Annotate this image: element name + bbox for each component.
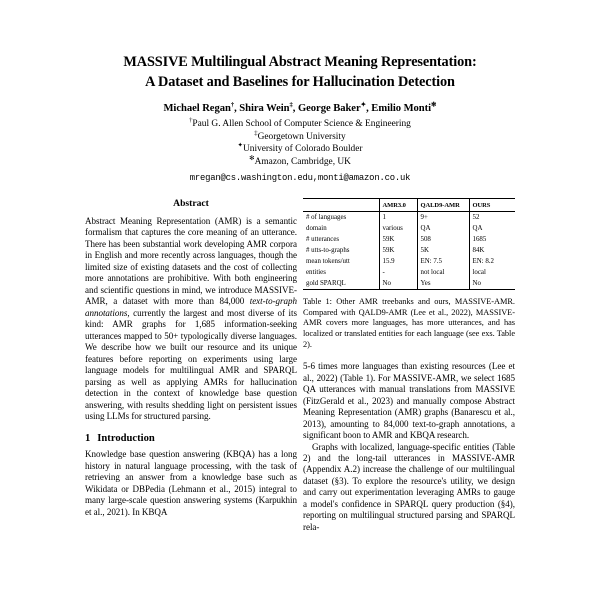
table-cell-ours: 84K: [469, 245, 515, 256]
abstract-heading: Abstract: [173, 198, 209, 209]
table-cell-amr30: 59K: [379, 245, 417, 256]
right-column-paragraph-1: 5-6 times more languages than existing resources (Lee et al., 2022) (Table 1). For MASSIVE-AMR, we select 1685 QA utterances with manual translations from MASSIVE (FitzGerald et al., 2023) and manually compose Abstract Meaning Representation (AMR) graphs (Banarescu et al., 2013), amounting to 84,000 text-to-graph annotations, a significant boon to AMR and KBQA research.: [303, 361, 515, 441]
table-row: [303, 234, 515, 245]
table-cell-qald9: 9+: [417, 212, 469, 223]
table-cell-amr30: 1: [379, 212, 417, 223]
affiliation-text-3: University of Colorado Boulder: [243, 144, 363, 155]
table-row: [303, 256, 515, 267]
affiliation-marker-1: †: [189, 117, 193, 125]
table-cell-label: mean tokens/utt: [306, 257, 350, 265]
table-header-row: [303, 199, 515, 212]
abstract-text: [85, 216, 297, 422]
left-column: [85, 198, 297, 600]
section-title: Introduction: [97, 433, 155, 445]
body-columns: [0, 198, 600, 600]
affiliation-text-4: Amazon, Cambridge, UK: [254, 156, 351, 167]
table-cell-amr30: -: [379, 267, 417, 278]
affiliation-list: [58, 118, 542, 168]
table-cell-qald9: EN: 7.5: [417, 256, 469, 267]
table-col-header-0: [303, 199, 379, 212]
table-cell-qald9: 508: [417, 234, 469, 245]
table-cell-ours: No: [469, 278, 515, 289]
table-col-header-3: OURS: [469, 199, 515, 212]
table-1: [303, 198, 515, 290]
affiliation-4: [58, 156, 542, 169]
title-block: [0, 0, 600, 183]
right-column-paragraph-2: Graphs with localized, language-specific entities (Table 2) and the long-tail utterances in MASSIVE-AMR (Appendix A.2) increase the challenge of our multilingual dataset (§3). To explore the resource's utility, we design and carry out experimentation leveraging AMRs to gauge a model's confidence in SPARQL query production (§4), reporting on multilingual structured parsing and SPARQL rela-: [303, 441, 515, 532]
affiliation-1: [58, 118, 542, 131]
table-cell-qald9: QA: [417, 223, 469, 234]
abstract-italic-phrase: text-to-graph annotations: [85, 296, 297, 318]
table-row: [303, 223, 515, 234]
contact-emails[interactable]: mregan@cs.washington.edu,monti@amazon.co.uk: [189, 173, 411, 184]
table-cell-label: domain: [306, 224, 327, 232]
title-line-2: A Dataset and Baselines for Hallucination Detection: [145, 74, 455, 91]
author-affil-marker-3: ✦: [360, 101, 367, 109]
affiliation-text-1: Paul G. Allen School of Computer Science & Engineering: [192, 119, 411, 130]
table-cell-amr30: 59K: [379, 234, 417, 245]
title-line-1: MASSIVE Multilingual Abstract Meaning Representation:: [123, 54, 477, 70]
author-affil-marker-4: ✻: [431, 101, 437, 109]
page-title: [58, 52, 542, 93]
author-list: Michael Regan†, Shira Wein‡, George Baker✦, Emilio Monti✻: [163, 101, 437, 114]
table-cell-amr30: various: [379, 223, 417, 234]
table-row: [303, 278, 515, 289]
affiliation-marker-2: ‡: [254, 129, 258, 137]
affiliation-marker-4: ✻: [249, 154, 255, 162]
section-number: 1: [85, 433, 91, 445]
table-cell-ours: EN: 8.2: [469, 256, 515, 267]
right-column: [303, 198, 515, 600]
table-1-caption: Table 1: Other AMR treebanks and ours, MASSIVE-AMR. Compared with QALD9-AMR (Lee et al., 2022), MASSIVE-AMR covers more languages, has more utterances, and has localized or translated entities for each language (see exs. Table 2).: [303, 297, 515, 349]
section-heading-introduction: [85, 433, 297, 444]
table-cell-label: # utts-to-graphs: [306, 246, 350, 254]
table-cell-amr30: No: [379, 278, 417, 289]
table-cell-ours: 52: [469, 212, 515, 223]
table-1-wrapper: [303, 198, 515, 290]
author-affil-marker-1: †: [230, 101, 235, 109]
affiliation-text-2: Georgetown University: [257, 131, 346, 142]
table-row: [303, 245, 515, 256]
author-name-3: George Baker: [297, 102, 361, 114]
abstract-text-part1: Abstract Meaning Representation (AMR) is a semantic formalism that captures the core meaning of an utterance. There has been substantial work developing AMR corpora in English and more recently across languages, though the limited size of existing datasets and the cost of collecting more annotations are prohibitive. With both engineering and scientific questions in mind, we introduce MASSIVE-AMR, a dataset with more than 84,000: [85, 216, 297, 307]
author-name-2: Shira Wein: [239, 102, 290, 114]
table-cell-ours: QA: [469, 223, 515, 234]
table-row: [303, 267, 515, 278]
table-cell-label: # of languages: [303, 212, 379, 223]
table-row: [303, 212, 515, 223]
affiliation-2: [58, 131, 542, 144]
author-name-4: Emilio Monti: [371, 102, 432, 114]
table-cell-qald9: Yes: [417, 278, 469, 289]
author-affil-marker-2: ‡: [289, 101, 293, 109]
table-cell-qald9: not local: [417, 267, 469, 278]
table-cell-qald9: 5K: [417, 245, 469, 256]
affiliation-marker-3: ✦: [237, 142, 243, 150]
abstract-text-part2: , currently the largest and most diverse of its kind: AMR graphs for 1,685 information-seeking utterances mapped to 50+ typologically diverse languages. We describe how we built our resource and its unique features before reporting on experiments using large language models for multilingual AMR and SPARQL parsing as well as applying AMRs for hallucination detection in the context of knowledge base question answering, with results shedding light on persistent issues using LLMs for structured parsing.: [85, 307, 297, 421]
table-cell-ours: 1685: [469, 234, 515, 245]
table-cell-amr30: 15.9: [379, 256, 417, 267]
table-cell-label: gold SPARQL: [303, 278, 379, 289]
table-cell-label: # utterances: [306, 235, 340, 243]
table-col-header-1: AMR3.0: [379, 199, 417, 212]
table-col-header-2: QALD9-AMR: [417, 199, 469, 212]
affiliation-3: [58, 143, 542, 156]
table-cell-label: entities: [306, 268, 326, 276]
introduction-paragraph-1: Knowledge base question answering (KBQA) has a long history in natural language processing, with the task of retrieving an answer from a knowledge base such as Wikidata or DBPedia (Lehmann et al., 2015) integral to many large-scale question answering systems (Karpukhin et al., 2021). In KBQA: [85, 449, 297, 517]
table-cell-ours: local: [469, 267, 515, 278]
author-name-1: Michael Regan: [163, 102, 231, 114]
